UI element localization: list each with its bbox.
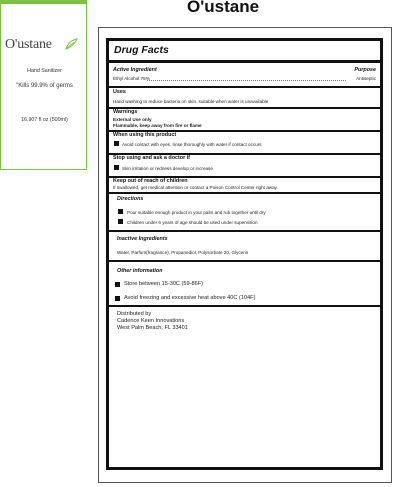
divider bbox=[109, 192, 380, 194]
divider bbox=[109, 60, 380, 63]
bullet-square bbox=[114, 165, 119, 170]
directions-heading: Directions bbox=[117, 196, 144, 202]
when-using-text: Avoid contact with eyes. rinse thoroughly with water if contact occurs bbox=[122, 142, 262, 147]
bullet-square bbox=[114, 141, 119, 146]
keep-out-text: If swallowed, get medical attention or contact a Poison Control Center right away. bbox=[113, 185, 278, 190]
bullet-square bbox=[118, 209, 123, 214]
other-info-item: Store between 15-30C (59-86F) bbox=[124, 281, 203, 287]
drug-facts-box bbox=[106, 38, 383, 470]
inactive-text: Water, Parfum(fragrance), Propanediol, Polysorbate 20, Glycerin bbox=[117, 250, 249, 255]
front-brand: O'ustane bbox=[5, 37, 52, 52]
directions-item: Children under 6 years of age should be used under supervision bbox=[127, 220, 258, 225]
uses-text: Hand washing to reduce bacteria on skin. suitable when water is unavailable bbox=[113, 99, 269, 104]
purpose: Antiseptic bbox=[356, 76, 376, 81]
divider bbox=[109, 107, 380, 109]
warnings-heading: Warnings bbox=[113, 109, 138, 115]
bullet-square bbox=[118, 219, 123, 224]
divider bbox=[109, 260, 380, 262]
leaf-icon bbox=[64, 37, 78, 51]
inactive-heading: Inactive Ingredients bbox=[117, 236, 168, 242]
drug-facts-panel bbox=[98, 27, 392, 483]
front-product: Hand Sanitizer bbox=[27, 68, 62, 74]
divider bbox=[109, 230, 380, 232]
active-ingredient: Ethyl Alcohol 75% bbox=[113, 76, 150, 81]
bullet-square bbox=[115, 296, 120, 301]
keep-out-heading: Keep out of reach of children bbox=[113, 178, 188, 184]
divider bbox=[109, 86, 380, 88]
front-size: 16.907 fl oz (500ml) bbox=[21, 117, 68, 123]
distributor-line2: Cadence Keen Innovations bbox=[117, 318, 185, 324]
leader-dots bbox=[147, 80, 346, 81]
active-ingredient-heading: Active Ingredient bbox=[113, 67, 157, 73]
front-claim: "Kills 99.9% of germs bbox=[16, 83, 73, 89]
other-info-heading: Other information bbox=[117, 268, 163, 274]
distributor-line3: West Palm Beach, FL 33401 bbox=[117, 325, 188, 331]
directions-item: Pour suitable enough product in your palm and rub together until dry bbox=[127, 210, 266, 215]
purpose-heading: Purpose bbox=[354, 67, 376, 73]
drug-facts-title: Drug Facts bbox=[114, 44, 169, 56]
stop-using-heading: Stop using and ask a doctor if bbox=[113, 155, 190, 161]
stop-using-text: Skin irritation or redness develop or increase bbox=[122, 166, 213, 171]
other-info-item: Avoid freezing and excessive heat above 40C (104F) bbox=[124, 295, 256, 301]
when-using-heading: When using this product bbox=[113, 132, 177, 138]
divider bbox=[109, 305, 380, 307]
page-title: O'ustane bbox=[187, 0, 260, 16]
uses-heading: Uses bbox=[113, 89, 126, 95]
warnings-line1: External Use only bbox=[113, 117, 152, 122]
warnings-line2: Flammable, keep away from fire or flame bbox=[113, 123, 202, 128]
front-label bbox=[0, 0, 87, 170]
distributor-line1: Distributed by bbox=[117, 311, 152, 317]
bullet-square bbox=[115, 282, 120, 287]
